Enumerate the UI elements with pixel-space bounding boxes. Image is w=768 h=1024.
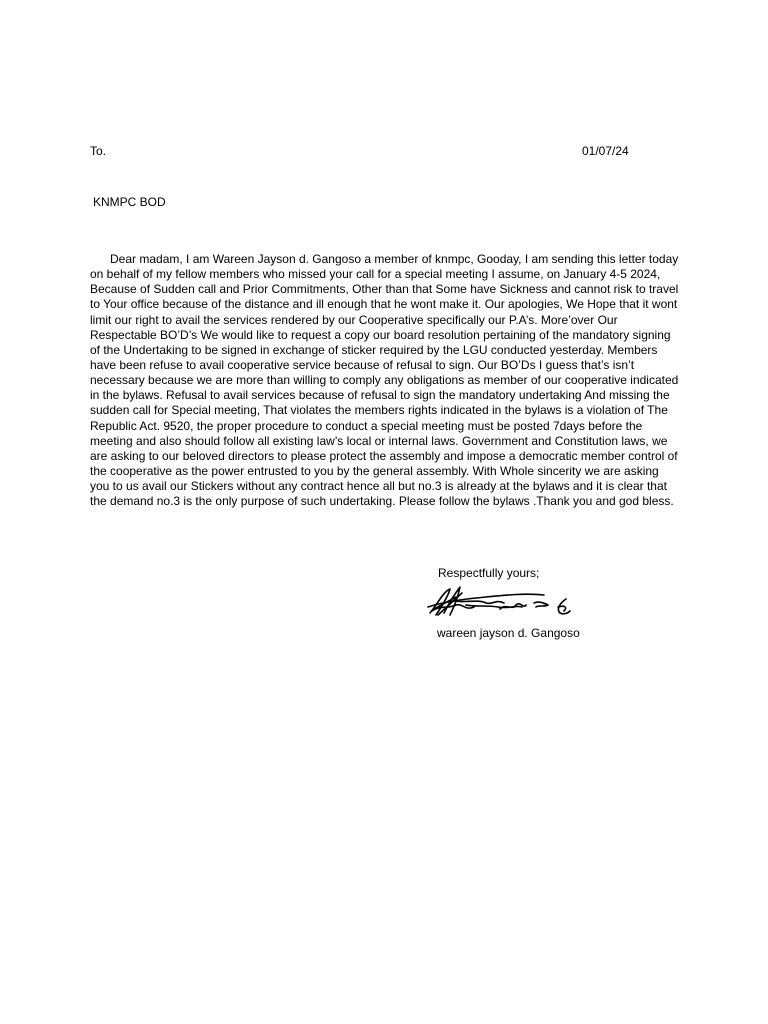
body-line: limit our right to avail the services rendered by our Cooperative specifically our P.A’s. More’over Our (90, 312, 618, 327)
body-line: sudden call for Special meeting, That violates the members rights indicated in the bylaws is a violation of The (90, 403, 668, 418)
body-line: the cooperative as the power entrusted to you by the general assembly. With Whole sincerity we are asking (90, 463, 659, 478)
body-line: you to us avail our Stickers without any contract hence all but no.3 is already at the bylaws and it is clear that (90, 479, 667, 494)
signer-name: wareen jayson d. Gangoso (437, 626, 580, 640)
salutation-to: To. (90, 144, 107, 158)
body-line: in the bylaws. Refusal to avail services because of refusal to sign the mandatory undertaking And missing the (90, 388, 670, 403)
letter-date: 01/07/24 (582, 144, 629, 158)
body-line: meeting and also should follow all existing law’s local or internal laws. Government and Constitution laws, we (90, 433, 668, 448)
body-line: the demand no.3 is the only purpose of such undertaking. Please follow the bylaws .Thank you and god bless. (90, 494, 674, 509)
body-line: to Your office because of the distance and ill enough that he wont make it. Our apologies, We Hope that it wont (90, 297, 678, 312)
closing: Respectfully yours; (438, 566, 540, 580)
body-line: of the Undertaking to be signed in exchange of sticker required by the LGU conducted yesterday. Members (90, 342, 658, 357)
body-line: Respectable BO’D’s We would like to request a copy our board resolution pertaining of the mandatory signing (90, 327, 671, 342)
body-line: Dear madam, I am Wareen Jayson d. Gangoso a member of knmpc, Gooday, I am sending this letter today (110, 252, 679, 266)
body-line: are asking to our beloved directors to please protect the assembly and impose a democratic member control of (90, 448, 678, 463)
body-line: on behalf of my fellow members who missed your call for a special meeting I assume, on January 4-5 2024, (90, 267, 661, 282)
body-line: Because of Sudden call and Prior Commitments, Other than that Some have Sickness and cannot risk to travel (90, 282, 679, 297)
recipient: KNMPC BOD (93, 195, 166, 209)
body-line: necessary because we are more than willing to comply any obligations as member of our cooperative indicated (90, 373, 679, 388)
letter-body (90, 252, 680, 509)
body-line: Republic Act. 9520, the proper procedure to conduct a special meeting must be posted 7days before the (90, 418, 643, 433)
signature-image (426, 583, 576, 619)
body-line: have been refuse to avail cooperative service because of refusal to sign. Our BO’Ds I guess that’s isn’t (90, 357, 635, 372)
